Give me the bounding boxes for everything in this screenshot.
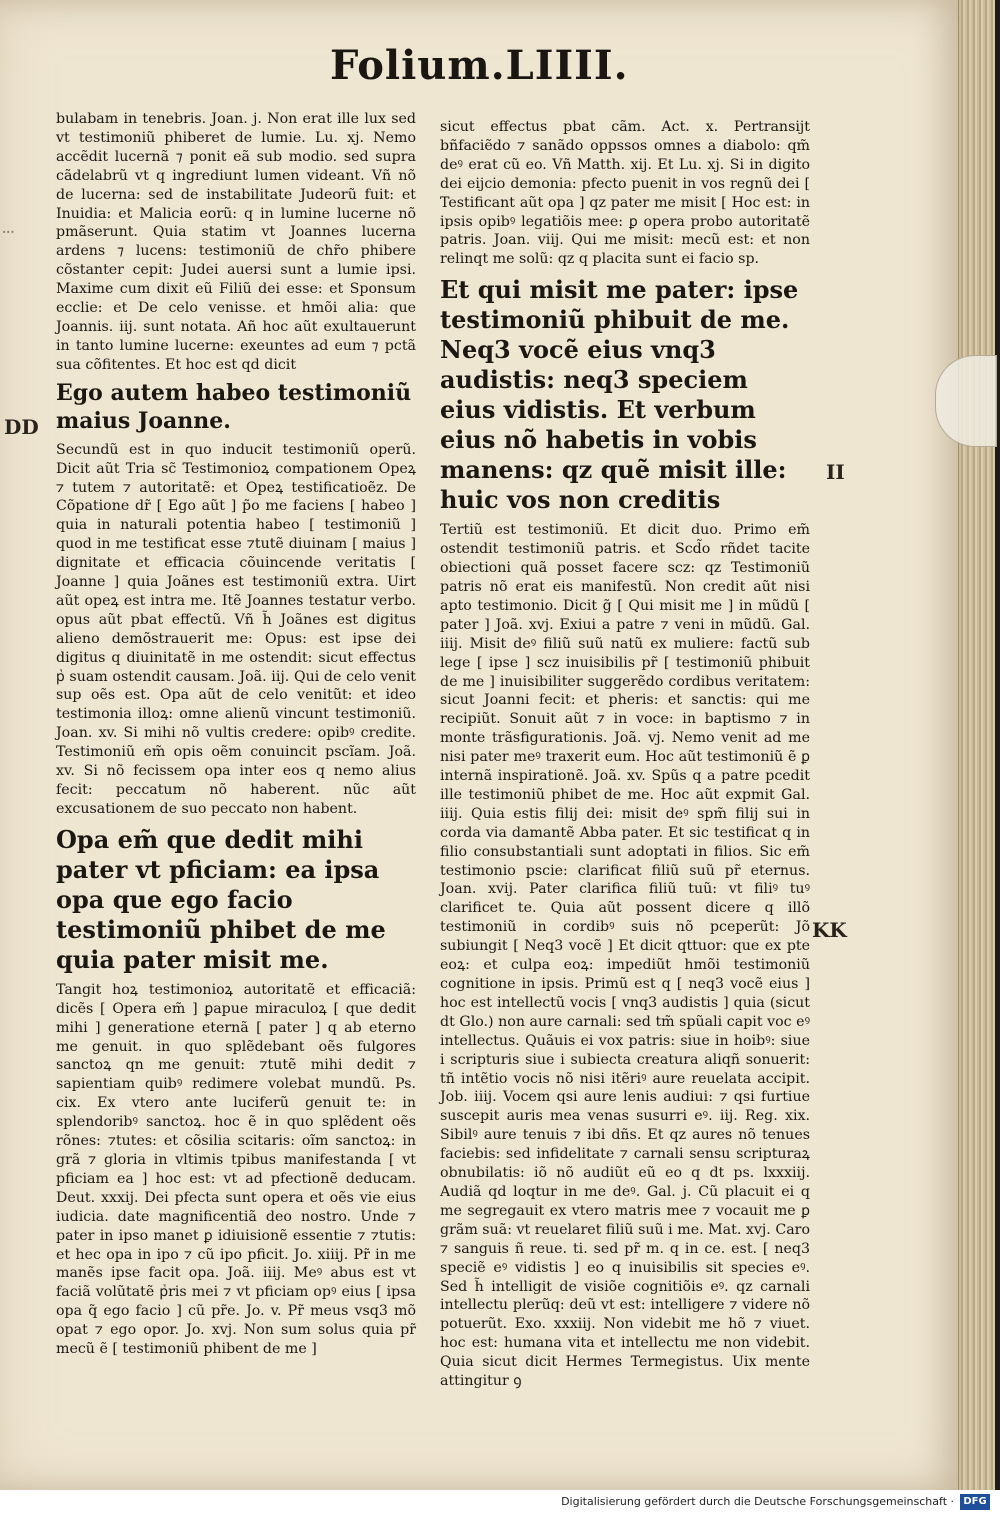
left-paragraph-1: bulabam in tenebris. Joan. j. Non erat ille lux sed vt testimoniũ phiberet de lumie. Lu. xj. Nemo accẽdit lucernã ⁊ ponit eã sub modio. sed supra cãdelabrũ vt q ingrediunt lumen videant. Vñ nõ de lucerna: sed de instabilitate Judeorũ fuit: et Inuidia: et Malicia eorũ: q in lumine lucerne nõ pmãserunt. Quia statim vt Joannes lucerna ardens ⁊ lucens: testimoniũ de chr̃o phibere cõstanter cepit: Judei auersi sunt a lumie ipsi. Maxime cum dixit eũ Filiũ dei esse: et Sponsum ecclie: et De celo venisse. et hmõi alia: que Joannis. iij. sunt notata. Añ hoc aũt exultauerunt in tanto lumine lucerne: exeuntes ad eum ⁊ pctã sua cõfitentes. Et hoc est qd dicit bbox=[56, 111, 416, 373]
page-fore-edge bbox=[958, 0, 995, 1490]
right-text-column bbox=[440, 118, 810, 1391]
margin-note-right-mid: KK bbox=[812, 918, 847, 942]
right-paragraph-2: Tertiũ est testimoniũ. Et dicit duo. Primo em̃ ostendit testimoniũ patris. et Scd̃o rñdet tacite obiectioni quã posset facere scz: qz Testimoniũ patris nõ erat eis manifestũ. Non credit aũt nisi apto testimonio. Dicit g̃ [ Qui misit me ] in mũdũ [ pater ] Joã. xvj. Exiui a patre ⁊ veni in mũdũ. Gal. iiij. Misit deꝰ filiũ suũ natũ ex muliere: factũ sub lege [ ipse ] scz inuisibilis pr̃ [ testimoniũ phibuit de me ] inuisibiliter suggerẽdo cordibus veritatem: sicut Joanni fecit: et pheris: et sanctis: qui me recipiũt. Sonuit aũt ⁊ in voce: in baptismo ⁊ in monte trãsfigurationis. Joã. vj. Nemo venit ad me nisi pater meꝰ traxerit eum. Hoc aũt testimoniũ ẽ ꝑ internã inspirationẽ. Joã. xv. Spũs q a patre pcedit ille testimoniũ phibet de me. Hoc aũt expmit Gal. iiij. Quia estis filij dei: misit deꝰ spm̃ filij sui in corda via damantẽ Abba pater. Et sic testificat q in filio consubstantiali sunt adoptati in filios. Sic em̃ testimonio pscie: clarificat filiũ suũ pr̃ eternus. Joan. xvij. Pater clarifica filiũ tuũ: vt filiꝰ tuꝰ clarificet te. Quia aũt possent dicere q illõ testimoniũ in cordibꝰ suis nõ pceperũt: Jõ subiungit [ Neq3 vocẽ ] Et dicit qttuor: que ex pte eoꝝ: et culpa eoꝝ: impediũt hmõi testimoniũ cognitione in ipsis. Primũ est q [ neq3 vocẽ eius ] hoc est intellectũ vocis [ vnq3 audistis ] quia (sicut dt Glo.) non aure carnali: sed tm̃ spũali capit voc eꝰ intellectus. Quãuis ei vox patris: siue in hoibꝰ: siue i scripturis siue i subiecta creatura aliqñ sonuerit: tñ intẽtio vocis nõ nisi itẽriꝰ aure reuelata accipit. Job. iiij. Vocem qsi aure lenis audiui: ⁊ qsi furtiue suscepit auris mea venas susurri eꝰ. iij. Reg. xix. Sibilꝰ aure tenuis ⁊ ibi dñs. Et qz aures nõ tenues faciebis: sed infidelitate ⁊ carnali sensu scripturaꝝ obnubilatis: iõ nõ audiũt eũ eo q dt ps. lxxxiij. Audiã qd loqtur in me deꝰ. Gal. j. Cũ placuit ei q me segregauit ex vtero matris mee ⁊ vocauit me ꝑ grãm suã: vt reuelaret filiũ suũ i me. Mat. xvj. Caro ⁊ sanguis ñ reue. ti. sed pr̃ m. q in ce. est. [ neq3 speciẽ eꝰ vidistis ] eo q inuisibilis sit species eꝰ. Sed h̃ intelligit de visiõe cognitiõis eꝰ. qz carnali intellectu plerũq: deũ vt est: intelligere ⁊ videre nõ potuerũt. Exo. xxxiij. Non videbit me hõ ⁊ viuet. hoc est: humana vita et intellectu me non videbit. Quia sicut dicit Hermes Termegistus. Uix mente attingitur ꝯ bbox=[440, 522, 810, 1390]
right-paragraph-1: sicut effectus pbat cãm. Act. x. Pertransijt bñfaciẽdo ⁊ sanãdo oppssos omnes a diabolo: qm̃ deꝰ erat cũ eo. Vñ Matth. xij. Et Lu. xj. Si in digito dei eijcio demonia: pfecto puenit in vos regnũ dei [ Testificant aũt opa ] qz pater me misit [ Hoc est: in ipsis opibꝰ legatiõis mee: ꝑ opera probo autoritatẽ patris. Joan. viij. Qui me misit: mecũ est: et non relinqt me solũ: qz q placita sunt ei facio sp. bbox=[440, 119, 810, 268]
left-lemma-heading-2: Opa em̃ que dedit mihi pater vt pficiam: ea ipsa opa que ego facio testimoniũ phibet de me quia pater misit me. bbox=[56, 824, 386, 974]
bookmark-tab bbox=[935, 355, 997, 447]
footer-bar bbox=[0, 1490, 1000, 1515]
margin-note-left-top: ... bbox=[2, 222, 15, 236]
left-paragraph-3: Tangit hoꝝ testimonioꝝ autoritatẽ et efficaciã: dicẽs [ Opera em̃ ] ꝑapue miraculoꝝ [ que dedit mihi ] generatione eternã [ pater ] q ab eterno me genuit. in quo splẽdebant oẽs fulgores sanctoꝝ qn me genuit: ⁊tutẽ mihi dedit ⁊ sapientiam quibꝰ redimere volebat mundũ. Ps. cix. Ex vtero ante luciferũ genuit te: in splendoribꝰ sanctoꝝ. hoc ẽ in quo splẽdent oẽs rõnes: ⁊tutes: et cõsilia scitaris: oĩm sanctoꝝ: in grã ⁊ gloria in vltimis tpibus manifestanda [ vt pficiam ea ] hoc est: vt ad pfectionẽ deducam. Deut. xxxij. Dei pfecta sunt opera et oẽs vie eius iudicia. date magnificentiã deo nostro. Unde ⁊ pater in ipso manet ꝑ idiuisionẽ essentie ⁊ ⁊tutis: et hec opa in ipo ⁊ cũ ipo pficit. Jo. xiiij. Pr̃ in me manẽs ipse facit opa. Joã. iiij. Meꝰ abus est vt faciã volũtatẽ pᷣris mei ⁊ vt pficiam opꝰ eius [ ipsa opa q̃ ego facio ] cũ pr̃e. Jo. v. Pr̃ meus vsq3 mõ opat ⁊ ego opor. Jo. xvj. Non sum solus quia pr̃ mecũ ẽ [ testimoniũ phibent de me ] bbox=[56, 981, 416, 1358]
right-lemma-heading-1: Et qui misit me pater: ipse testimoniũ phibuit de me. Neq3 vocẽ eius vnq3 audistis: neq3 speciem eius vidistis. Et verbum eius nõ habetis in vobis manens: qz quẽ misit ille: huic vos non creditis bbox=[440, 275, 799, 515]
left-lemma-heading-1: Ego autem habeo testimoniũ maius Joanne. bbox=[56, 379, 412, 434]
margin-note-right-top: II bbox=[826, 460, 845, 484]
funding-credit: Digitalisierung gefördert durch die Deutsche Forschungsgemeinschaft · bbox=[561, 1495, 954, 1508]
dfg-logo: DFG bbox=[960, 1494, 990, 1510]
margin-note-left-mid: DD bbox=[4, 415, 39, 439]
left-text-column bbox=[56, 110, 416, 1359]
folio-number: Folium.LIIII. bbox=[330, 42, 629, 89]
left-paragraph-2: Secundũ est in quo inducit testimoniũ operũ. Dicit aũt Tria sc̃ Testimonioꝝ compationem Opeꝝ ⁊ tutem ⁊ autoritatẽ: et Opeꝝ testificatioẽz. De Cõpatione dr̃ [ Ego aũt ] p̃o me faciens [ habeo ] quia in naturali potentia habeo [ testimoniũ ] quod in me testificat esse ⁊tutẽ diuinam [ maius ] dignitate et efficacia cõuincende veritatis [ Joanne ] quia Joãnes est testimoniũ extra. Uirt aũt opeꝝ est intra me. Itẽ Joannes testatur verbo. opus aũt pbat effectũ. Vñ h̃ Joãnes est digitus alieno demõstrauerit me: Opus: est ipse dei digitus q diuinitatẽ in me ostendit: sicut effectus pᷣ suam ostendit causam. Joã. iij. Qui de celo venit sup oẽs est. Opa aũt de celo venitũt: et ideo testimonia illoꝝ: omne alienũ vincunt testimoniũ. Joan. xv. Si mihi nõ vultis credere: opibꝰ credite. Testimoniũ em̃ opis oẽm conuincit pscĩam. Joã. xv. Si nõ fecissem opa inter eos q nemo alius fecit: peccatum nõ haberent. nũc aũt excusationem de suo peccato non habent. bbox=[56, 441, 416, 817]
